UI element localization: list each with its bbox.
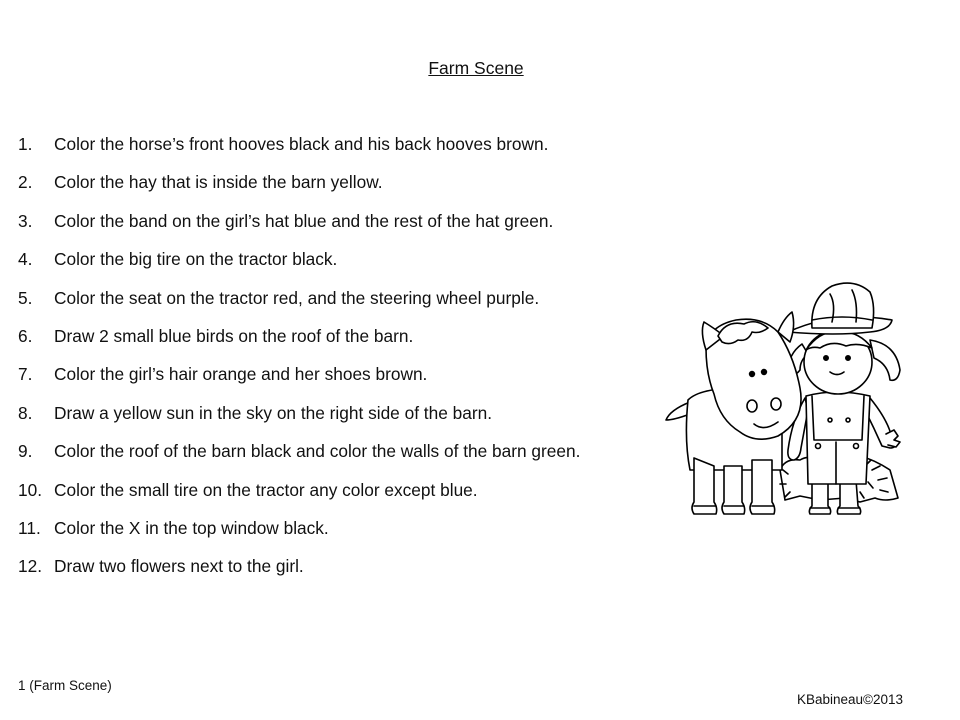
item-text: Color the seat on the tractor red, and the steering wheel purple. — [54, 287, 540, 308]
item-number: 10. — [18, 479, 43, 500]
item-number: 3. — [18, 210, 33, 231]
item-number: 4. — [18, 249, 33, 270]
list-item — [18, 515, 580, 553]
instruction-list — [18, 131, 580, 592]
item-text: Color the band on the girl’s hat blue and the rest of the hat green. — [54, 210, 554, 231]
list-item — [18, 246, 580, 284]
item-number: 5. — [18, 287, 33, 308]
item-text: Color the horse’s front hooves black and his back hooves brown. — [54, 134, 549, 154]
item-number: 6. — [18, 325, 33, 346]
list-item — [18, 323, 580, 361]
list-item — [18, 361, 580, 399]
item-text: Color the small tire on the tractor any color except blue. — [54, 479, 478, 500]
page-title: Farm Scene — [428, 58, 524, 78]
item-number: 12. — [18, 556, 43, 577]
item-text: Draw two flowers next to the girl. — [54, 556, 304, 577]
list-item — [18, 477, 580, 515]
item-number: 11. — [18, 517, 41, 538]
list-item — [18, 169, 580, 207]
item-text: Draw 2 small blue birds on the roof of the barn. — [54, 325, 414, 346]
item-text: Color the X in the top window black. — [54, 517, 329, 538]
page-label: 1 (Farm Scene) — [18, 678, 112, 693]
list-item — [18, 285, 580, 323]
item-number: 2. — [18, 172, 33, 193]
item-number: 7. — [18, 364, 33, 385]
list-item — [18, 400, 580, 438]
horse-and-girl-illustration — [660, 270, 910, 530]
list-item — [18, 438, 580, 476]
copyright-notice: KBabineau©2013 — [797, 692, 904, 707]
item-text: Draw a yellow sun in the sky on the right side of the barn. — [54, 402, 493, 423]
item-number: 8. — [18, 402, 33, 423]
item-text: Color the roof of the barn black and color the walls of the barn green. — [54, 441, 581, 462]
list-item — [18, 208, 580, 246]
item-number: 9. — [18, 441, 33, 462]
item-text: Color the hay that is inside the barn yellow. — [54, 172, 383, 193]
list-item — [18, 553, 580, 591]
item-text: Color the big tire on the tractor black. — [54, 249, 338, 270]
list-item — [18, 131, 580, 169]
item-text: Color the girl’s hair orange and her shoes brown. — [54, 364, 428, 385]
item-number: 1. — [18, 134, 33, 154]
